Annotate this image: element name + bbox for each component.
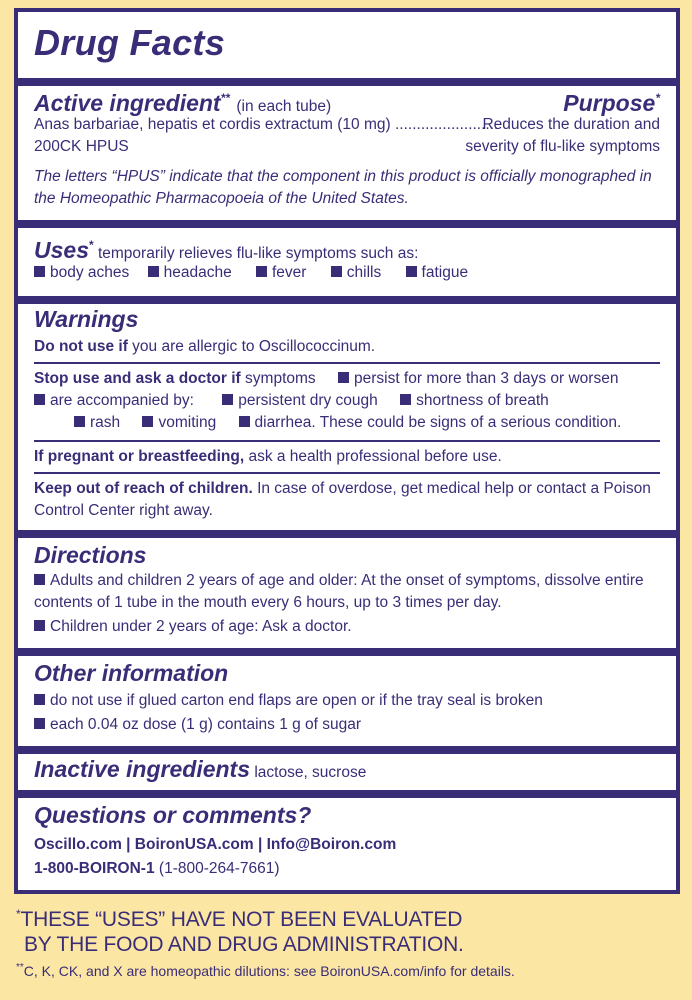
list-item: Children under 2 years of age: Ask a doctor.	[34, 616, 352, 638]
uses-heading: Uses	[34, 237, 89, 263]
bullet-icon	[34, 620, 45, 631]
list-item: contents of 1 tube in the mouth every 6 hours, up to 3 times per day.	[34, 594, 502, 611]
bullet-icon	[34, 718, 45, 729]
bullet-icon	[406, 266, 417, 277]
list-item: Adults and children 2 years of age and older: At the onset of symptoms, dissolve entire	[34, 570, 644, 592]
directions-heading: Directions	[34, 542, 147, 568]
divider	[18, 790, 676, 798]
bullet-icon	[239, 416, 250, 427]
bullet-icon	[34, 266, 45, 277]
list-item: chills	[331, 264, 381, 281]
list-item: do not use if glued carton end flaps are open or if the tray seal is broken	[34, 690, 543, 712]
bullet-icon	[331, 266, 342, 277]
list-item: each 0.04 oz dose (1 g) contains 1 g of sugar	[34, 714, 361, 736]
stop-use-items: rash vomiting diarrhea. These could be signs of a serious condition.	[74, 412, 621, 434]
phone-number[interactable]: 1-800-BOIRON-1 (1-800-264-7661)	[34, 860, 280, 877]
list-item: body aches	[34, 264, 129, 281]
bullet-icon	[148, 266, 159, 277]
inactive-ingredients: Inactive ingredients lactose, sucrose	[34, 756, 367, 782]
contact-links[interactable]: Oscillo.com | BoironUSA.com | Info@Boiron.com	[34, 836, 397, 853]
bullet-icon	[142, 416, 153, 427]
list-item: headache	[148, 264, 232, 281]
other-information-heading: Other information	[34, 660, 229, 686]
stop-use-items: are accompanied by: persistent dry cough shortness of breath	[34, 390, 549, 412]
purpose-heading: Purpose*	[563, 90, 660, 116]
keep-out-of-reach: Keep out of reach of children. In case of overdose, get medical help or contact a Poison	[34, 480, 651, 497]
dilution-footnote: **C, K, CK, and X are homeopathic dilutions: see BoironUSA.com/info for details.	[16, 962, 515, 979]
divider	[34, 440, 660, 442]
pregnancy-warning: If pregnant or breastfeeding, ask a health professional before use.	[34, 448, 502, 465]
ingredient-dilution: 200CK HPUS	[34, 138, 129, 155]
keep-out-of-reach: Control Center right away.	[34, 502, 213, 519]
bullet-icon	[34, 574, 45, 585]
divider	[18, 648, 676, 656]
bullet-icon	[34, 394, 45, 405]
divider	[18, 296, 676, 304]
bullet-icon	[74, 416, 85, 427]
divider	[34, 362, 660, 364]
divider	[34, 472, 660, 474]
stop-use: Stop use and ask a doctor if symptoms persist for more than 3 days or worsen	[34, 370, 619, 387]
fda-disclaimer: *THESE “USES” HAVE NOT BEEN EVALUATED BY THE FOOD AND DRUG ADMINISTRATION.	[16, 907, 464, 956]
bullet-icon	[256, 266, 267, 277]
hpus-note: the Homeopathic Pharmacopoeia of the United States.	[34, 190, 409, 207]
warnings-heading: Warnings	[34, 306, 139, 332]
divider	[18, 220, 676, 228]
uses-line: Uses* temporarily relieves flu-like symptoms such as:	[34, 237, 419, 263]
drug-facts-panel	[14, 8, 680, 894]
page-title: Drug Facts	[34, 22, 226, 63]
active-ingredient-note: (in each tube)	[236, 98, 332, 115]
bullet-icon	[338, 372, 349, 383]
questions-heading: Questions or comments?	[34, 802, 312, 828]
purpose-line: Reduces the duration and	[482, 116, 660, 133]
bullet-icon	[400, 394, 411, 405]
divider	[18, 530, 676, 538]
hpus-note: The letters “HPUS” indicate that the component in this product is officially monographed in	[34, 168, 652, 185]
divider	[18, 746, 676, 754]
ingredient-line: Anas barbariae, hepatis et cordis extractum (10 mg) ........................	[34, 116, 499, 133]
bullet-icon	[34, 694, 45, 705]
active-ingredient-heading: Active ingredient** (in each tube)	[34, 90, 332, 116]
list-item: fever	[256, 264, 306, 281]
purpose-line: severity of flu-like symptoms	[465, 138, 660, 155]
divider	[18, 78, 676, 86]
uses-list	[34, 262, 468, 284]
bullet-icon	[222, 394, 233, 405]
do-not-use: Do not use if you are allergic to Oscillococcinum.	[34, 338, 376, 355]
inactive-ingredients-heading: Inactive ingredients	[34, 756, 251, 782]
list-item: fatigue	[406, 264, 469, 281]
